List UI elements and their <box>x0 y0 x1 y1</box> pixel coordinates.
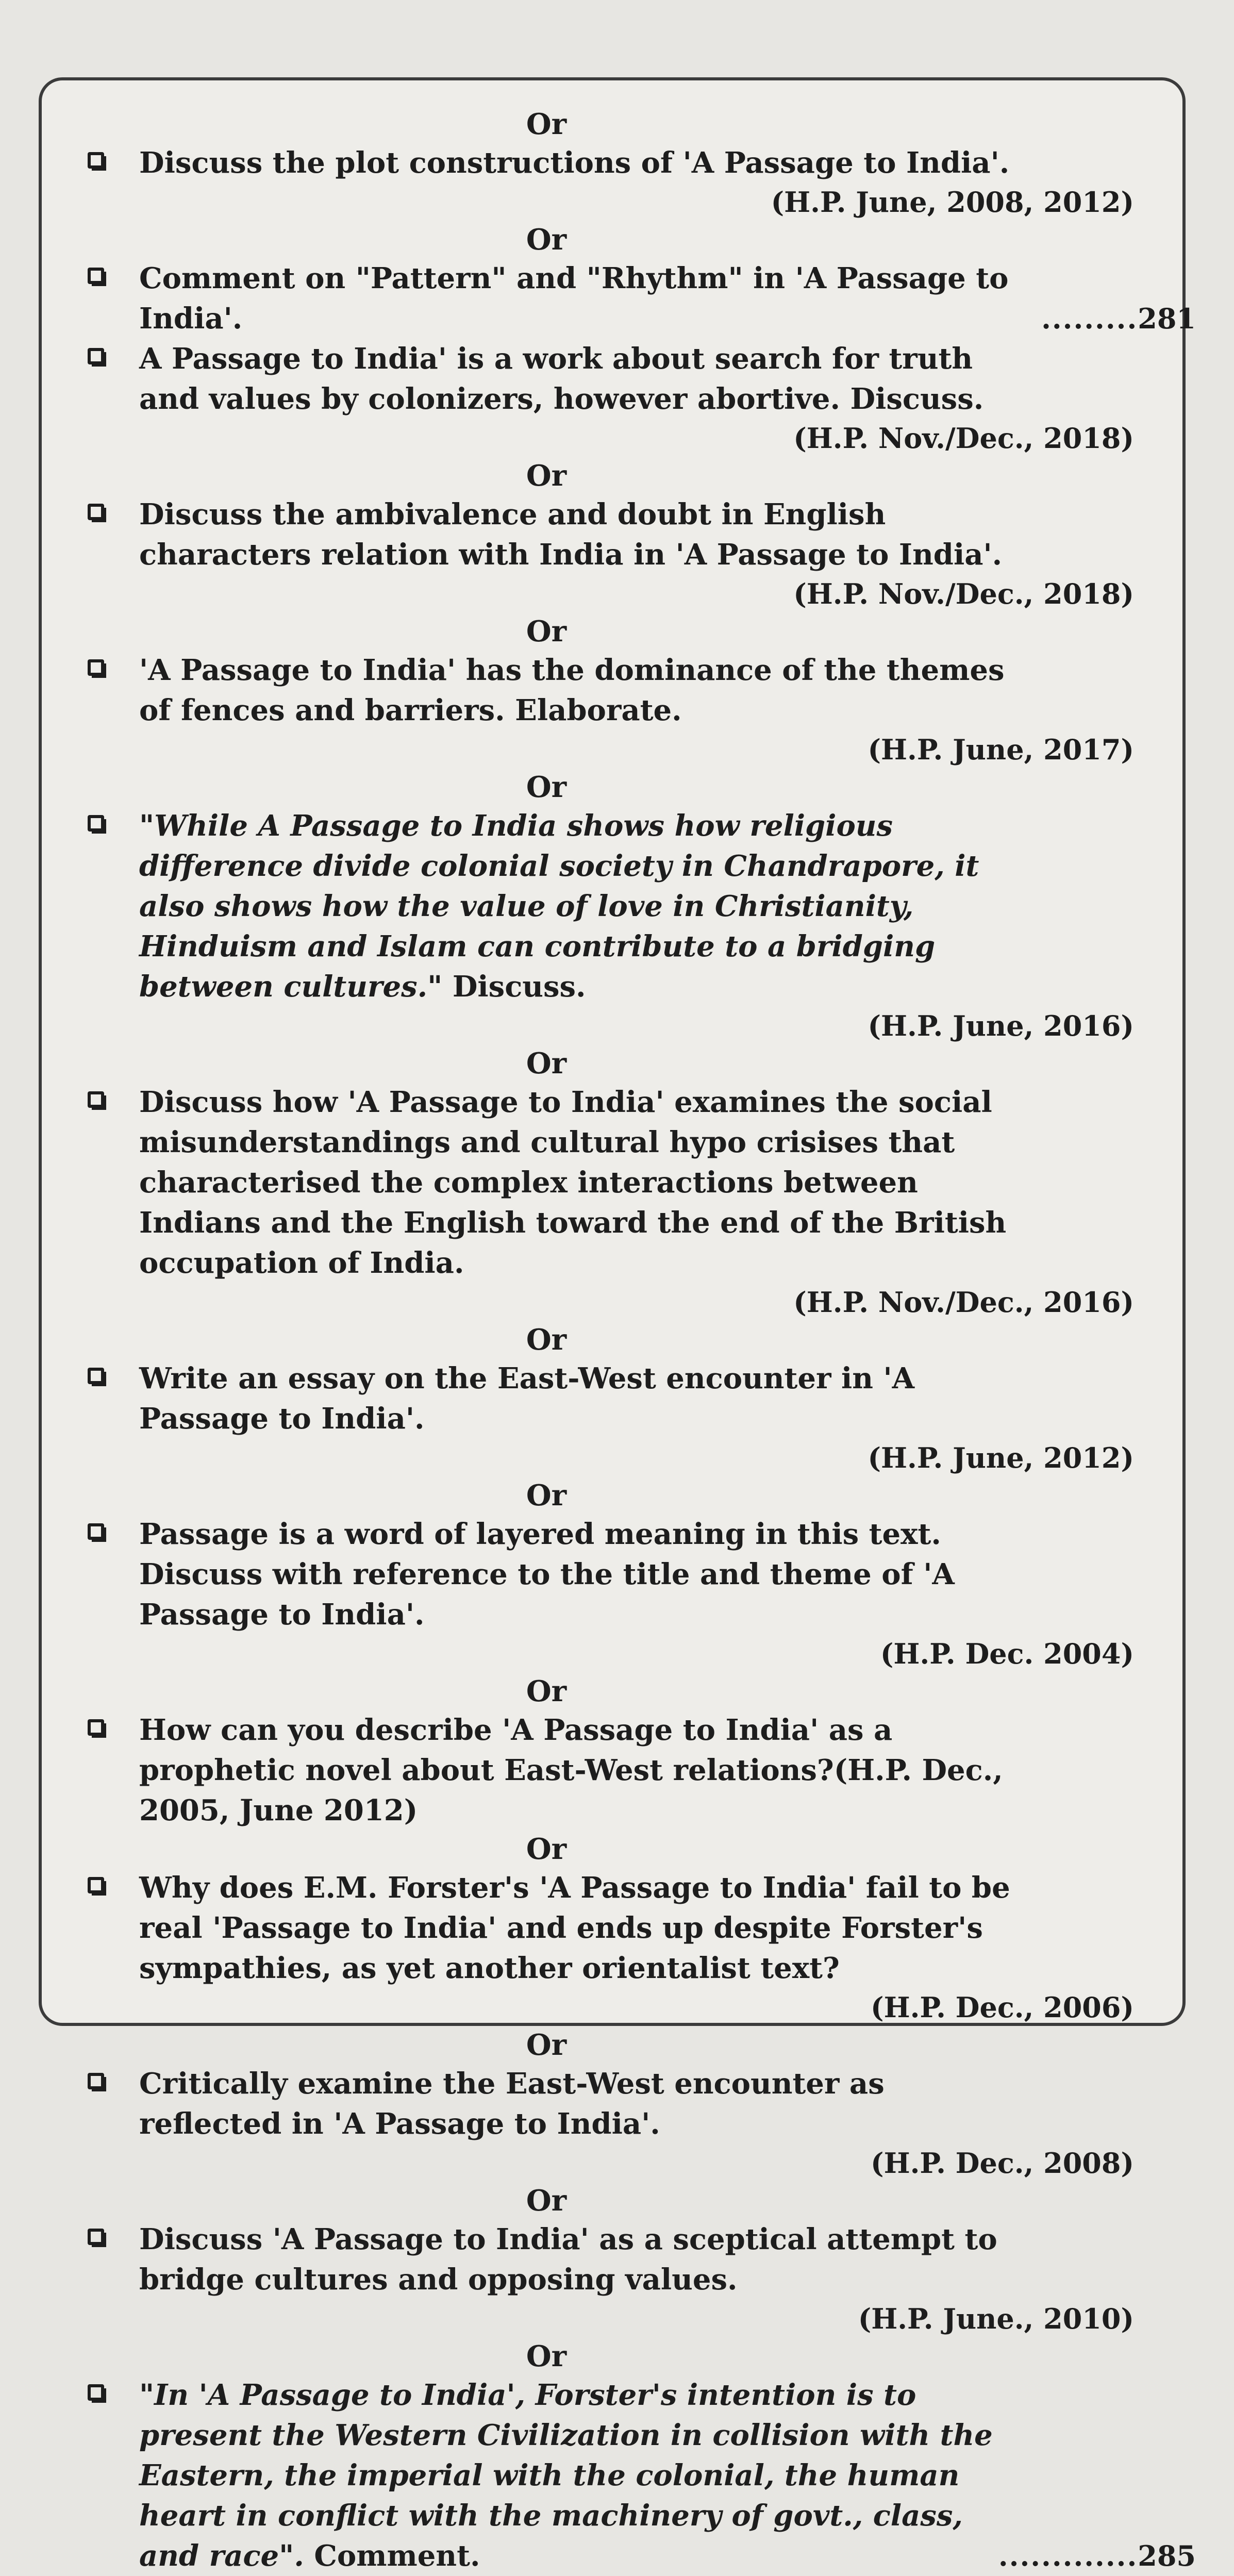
exam-reference: (H.P. June, 2012) <box>868 1441 1134 1474</box>
or-separator: Or <box>526 1323 567 1357</box>
or-separator: Or <box>526 459 567 493</box>
question-text: Why does E.M. Forster's 'A Passage to India' fail to be real 'Passage to India' and ends up despite Forster's sympathies, as yet another orientalist text? <box>139 1871 1010 1985</box>
or-separator: Or <box>526 2339 567 2373</box>
question-item <box>93 1710 1026 1831</box>
checkbox-bullet-icon <box>88 815 104 832</box>
question-text: Comment on "Pattern" and "Rhythm" in 'A Passage to India'. <box>139 261 1009 336</box>
or-separator: Or <box>526 614 567 649</box>
or-separator: Or <box>526 1674 567 1708</box>
checkbox-bullet-icon <box>88 1877 104 1893</box>
question-item <box>93 2375 1196 2576</box>
checkbox-bullet-icon <box>88 659 104 676</box>
or-separator: Or <box>526 1046 567 1081</box>
checkbox-bullet-icon <box>88 2384 104 2401</box>
checkbox-bullet-icon <box>88 504 104 520</box>
question-item <box>93 258 1196 339</box>
exam-reference: (H.P. Nov./Dec., 2016) <box>793 1286 1134 1319</box>
exam-reference: (H.P. June., 2010) <box>858 2302 1134 2335</box>
question-text: Passage is a word of layered meaning in this text. Discuss with reference to the title and theme of 'A Passage to India'. <box>139 1517 955 1632</box>
exam-reference: (H.P. Dec., 2008) <box>871 2147 1134 2180</box>
page-reference: .............285 <box>998 2539 1196 2572</box>
checkbox-bullet-icon <box>88 268 104 284</box>
question-quote: "In 'A Passage to India', Forster's intention is to present the Western Civilization in collision with the Eastern, the imperial with the colonial, the human heart in conflict with the machinery of govt., class, and race". <box>139 2378 993 2573</box>
question-item <box>93 494 1026 575</box>
or-separator: Or <box>526 223 567 257</box>
question-item <box>93 143 1026 183</box>
question-text: How can you describe 'A Passage to India' as a prophetic novel about East-West relations?(H.P. Dec., 2005, June 2012) <box>139 1713 1003 1827</box>
question-item <box>93 2219 1026 2300</box>
or-separator: Or <box>526 770 567 804</box>
question-quote: "While A Passage to India shows how religious difference divide colonial society in Chandrapore, it also shows how the value of love in Christianity, Hinduism and Islam can contribute to a bridging between cultures." <box>139 809 979 1004</box>
question-item <box>93 1514 1026 1635</box>
question-text: Discuss the plot constructions of 'A Passage to India'. <box>139 146 1010 180</box>
question-instruction: Comment. <box>304 2539 480 2573</box>
question-instruction: Discuss. <box>442 970 586 1004</box>
or-separator: Or <box>526 1832 567 1866</box>
question-text: Discuss 'A Passage to India' as a sceptical attempt to bridge cultures and opposing values. <box>139 2222 997 2297</box>
exam-reference: (H.P. Dec. 2004) <box>880 1637 1134 1670</box>
or-separator: Or <box>526 2184 567 2218</box>
exam-reference: (H.P. June, 2008, 2012) <box>771 186 1134 219</box>
or-separator: Or <box>526 1478 567 1513</box>
checkbox-bullet-icon <box>88 152 104 169</box>
question-item <box>93 2064 1026 2144</box>
checkbox-bullet-icon <box>88 1368 104 1384</box>
checkbox-bullet-icon <box>88 2229 104 2245</box>
page-reference: .........281 <box>1041 302 1196 335</box>
exam-reference: (H.P. Nov./Dec., 2018) <box>793 422 1134 455</box>
or-separator: Or <box>526 107 567 141</box>
question-item <box>93 1868 1026 1988</box>
checkbox-bullet-icon <box>88 348 104 364</box>
question-text: Write an essay on the East-West encounter in 'A Passage to India'. <box>139 1361 915 1436</box>
checkbox-bullet-icon <box>88 2073 104 2089</box>
question-list <box>93 106 1196 2576</box>
question-text: Discuss how 'A Passage to India' examines the social misunderstandings and cultural hypo crisises that characterised the complex interactions between Indians and the English toward the end of the British occupation of India. <box>139 1085 1007 1280</box>
question-item <box>93 650 1026 730</box>
question-item <box>93 1082 1026 1283</box>
question-text: Discuss the ambivalence and doubt in English characters relation with India in 'A Passage to India'. <box>139 497 1003 572</box>
exam-reference: (H.P. Nov./Dec., 2018) <box>793 577 1134 610</box>
exam-reference: (H.P. June, 2017) <box>868 733 1134 766</box>
question-text: Critically examine the East-West encounter as reflected in 'A Passage to India'. <box>139 2067 885 2141</box>
checkbox-bullet-icon <box>88 1091 104 1108</box>
exam-reference: (H.P. Dec., 2006) <box>871 1991 1134 2024</box>
question-item <box>93 806 1026 1007</box>
question-item <box>93 1358 1026 1439</box>
or-separator: Or <box>526 2028 567 2062</box>
question-text: 'A Passage to India' has the dominance of the themes of fences and barriers. Elaborate. <box>139 653 1005 727</box>
question-text: A Passage to India' is a work about search for truth and values by colonizers, however abortive. Discuss. <box>139 342 984 416</box>
exam-reference: (H.P. June, 2016) <box>868 1009 1134 1042</box>
checkbox-bullet-icon <box>88 1719 104 1736</box>
checkbox-bullet-icon <box>88 1523 104 1540</box>
question-item <box>93 339 1026 419</box>
